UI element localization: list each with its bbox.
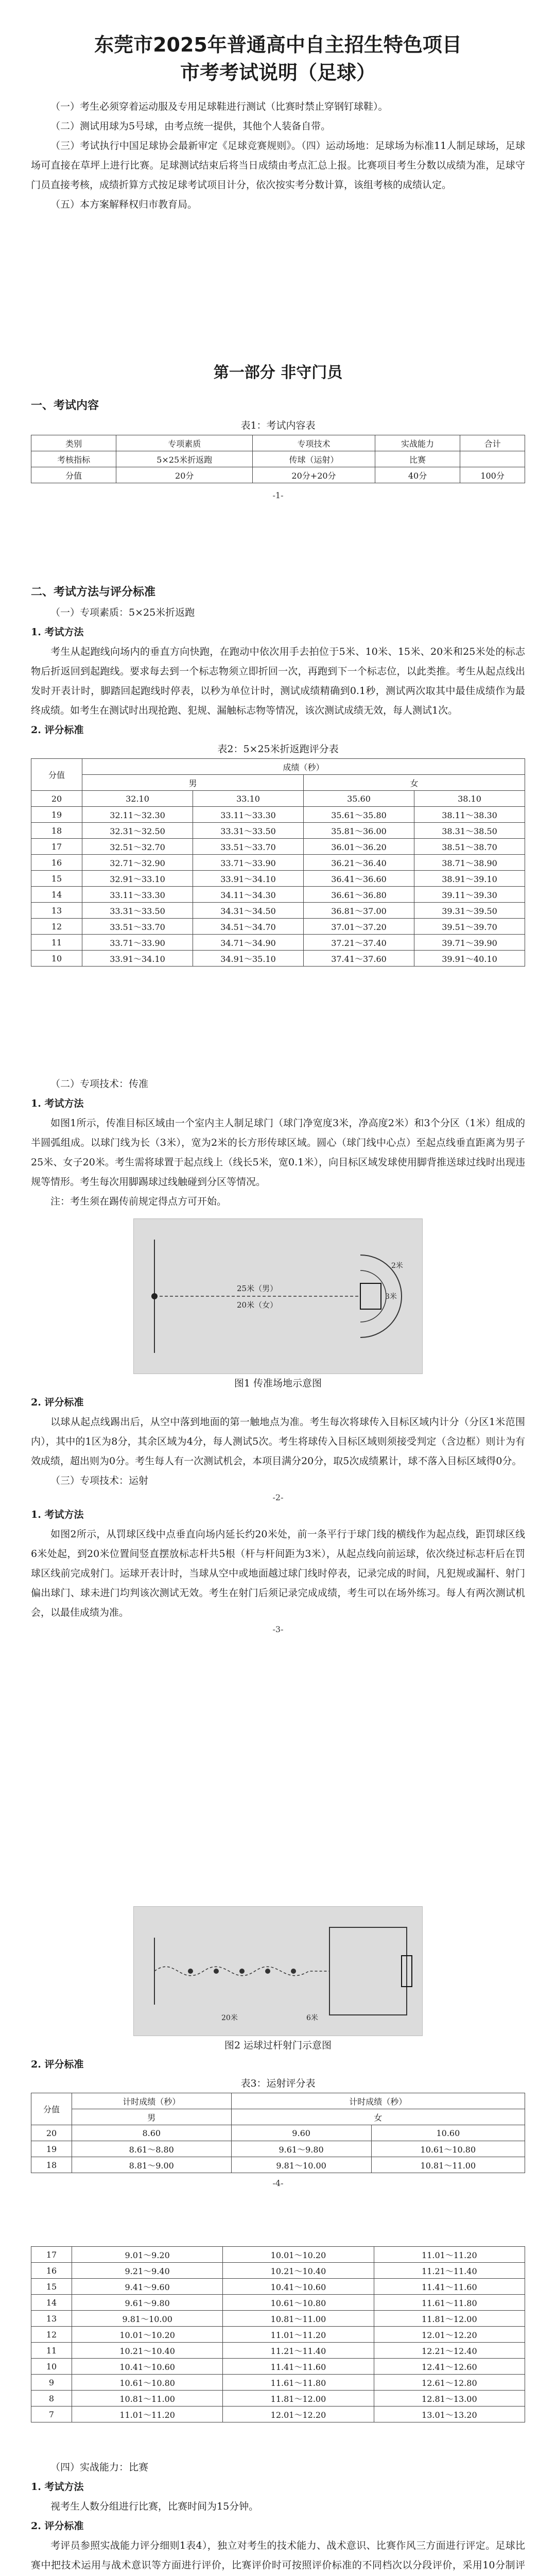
table-cell: 34.11～34.30 bbox=[193, 887, 304, 903]
table-cell: 38.10 bbox=[414, 791, 525, 807]
table-cell: 33.71～33.90 bbox=[82, 935, 193, 951]
table-cell: 33.51～33.70 bbox=[82, 919, 193, 935]
table-cell: 8.81～9.00 bbox=[72, 2157, 232, 2173]
table-cell: 9.60 bbox=[231, 2125, 371, 2141]
table-cell: 32.51～32.70 bbox=[82, 839, 193, 855]
table-cell: 考核指标 bbox=[31, 451, 116, 467]
table-cell: 9.61～9.80 bbox=[231, 2141, 371, 2157]
sub-heading: 1. 考试方法 bbox=[31, 626, 84, 638]
note-paragraph: 注：考生须在踢传前规定得点方可开始。 bbox=[50, 1196, 227, 1207]
document-title-line1: 东莞市2025年普通高中自主招生特色项目 bbox=[94, 33, 462, 56]
intro-paragraph: （三）考试执行中国足球协会最新审定《足球竞赛规则》。（四）运动场地：足球场为标准11人制足球场，足球场可直接在草坪上进行比赛。足球测试结束后将当日成绩由考点汇总上报。比赛项目考生分数以成绩为准，足球守门员直接考核，成绩折算方式按足球考试项目计分，依次按实考分数计算，该组考核的成绩认定。 bbox=[31, 140, 525, 191]
table-cell: 11 bbox=[31, 935, 82, 951]
table-header: 分值 bbox=[31, 2093, 72, 2125]
table-cell: 33.91～34.10 bbox=[193, 871, 304, 887]
intro-paragraph: （一）考生必须穿着运动服及专用足球鞋进行测试（比赛时禁止穿钢钉球鞋）。 bbox=[50, 101, 388, 112]
table-cell: 32.71～32.90 bbox=[82, 855, 193, 871]
table-cell: 38.31～38.50 bbox=[414, 823, 525, 839]
intro-paragraph: （二）测试用球为5号球，由考点统一提供，其他个人装备自带。 bbox=[50, 121, 331, 132]
table-header: 女 bbox=[231, 2109, 525, 2125]
table-row bbox=[31, 839, 525, 855]
section-heading: 一、考试内容 bbox=[31, 399, 99, 412]
table-cell: 33.10 bbox=[193, 791, 304, 807]
table-cell: 19 bbox=[31, 807, 82, 823]
table-cell: 32.31～32.50 bbox=[82, 823, 193, 839]
table-caption: 表3：运射评分表 bbox=[240, 2078, 316, 2089]
diagram-background bbox=[134, 1907, 422, 2036]
table-cell: 9.61～9.80 bbox=[72, 2295, 223, 2311]
table-cell: 9.21～9.40 bbox=[72, 2263, 223, 2279]
table-cell: 10.81～11.00 bbox=[72, 2391, 223, 2406]
table-cell: 36.81～37.00 bbox=[304, 903, 414, 919]
section-5 bbox=[31, 2458, 525, 2576]
table-cell: 8.60 bbox=[72, 2125, 232, 2141]
table-header: 合计 bbox=[460, 435, 525, 451]
table-cell: 12.21～12.40 bbox=[374, 2343, 525, 2359]
table-cell: 32.10 bbox=[82, 791, 193, 807]
table-cell: 13 bbox=[31, 2311, 72, 2327]
table-cell: 14 bbox=[31, 2295, 72, 2311]
sub-heading: 1. 考试方法 bbox=[31, 1509, 84, 1520]
method-paragraph: 如图1所示，传准目标区域由一个室内主人制足球门（球门净宽度3米，净高度2米）和3个分区（1米）组成的半圆弧组成。以球门线为长（3米），宽为2米的长方形传球区域。圆心（球门线中心点）至起点线垂直距离为男子25米、女子20米。考生需将球置于起点线上（线长5米，宽0.1米），向目标区域发球使用脚背推送球过线时出现违规等情形。考生每次用脚踢球过线触碰到分区等情况。 bbox=[31, 1117, 525, 1188]
table-cell: 10.21～10.40 bbox=[72, 2343, 223, 2359]
table-header: 类别 bbox=[31, 435, 116, 451]
table-cell: 10.21～10.40 bbox=[223, 2263, 374, 2279]
table-header: 男 bbox=[82, 775, 304, 791]
method-paragraph: 视考生人数分组进行比赛，比赛时间为15分钟。 bbox=[50, 2501, 259, 2512]
table-cell: 17 bbox=[31, 839, 82, 855]
table-cell: 20 bbox=[31, 791, 82, 807]
table-header: 女 bbox=[304, 775, 525, 791]
table-cell: 33.71～33.90 bbox=[193, 855, 304, 871]
dribble-shot-diagram bbox=[133, 1906, 423, 2036]
table-cell bbox=[460, 451, 525, 467]
table-row bbox=[31, 2295, 525, 2311]
table-header: 成绩（秒） bbox=[82, 759, 525, 775]
table-cell: 38.91～39.10 bbox=[414, 871, 525, 887]
page-number: -3- bbox=[272, 1624, 284, 1634]
sub-heading: 2. 评分标准 bbox=[31, 724, 84, 736]
table-row bbox=[31, 2391, 525, 2406]
table-cell: 32.91～33.10 bbox=[82, 871, 193, 887]
figure-2-block bbox=[31, 1906, 525, 2191]
table-cell: 11.21～11.40 bbox=[223, 2343, 374, 2359]
table-cell: 11.01～11.20 bbox=[223, 2327, 374, 2343]
table-3-continued bbox=[31, 2246, 525, 2422]
table-cell: 9.81～10.00 bbox=[231, 2157, 371, 2173]
table-cell: 12.01～12.20 bbox=[374, 2327, 525, 2343]
section-heading: 二、考试方法与评分标准 bbox=[31, 586, 156, 599]
table-cell: 11.01～11.20 bbox=[374, 2247, 525, 2263]
table-cell: 33.31～33.50 bbox=[82, 903, 193, 919]
document-title-line2: 市考考试说明（足球） bbox=[180, 61, 376, 84]
table-cell: 15 bbox=[31, 871, 82, 887]
table-cell: 11.41～11.60 bbox=[374, 2279, 525, 2295]
table-row bbox=[31, 823, 525, 839]
table-cell: 35.81～36.00 bbox=[304, 823, 414, 839]
scoring-paragraph: 考评员参照实战能力评分细则1表4），独立对考生的技术能力、战术意识、比赛作风三方面进行评定。足球比赛中把技术运用与战术意识等方面进行评价，比赛评价时可按照评价标准的不同档次以分段评价，采用10分制评 bbox=[31, 2540, 525, 2571]
table-cell: 20分+20分 bbox=[253, 467, 375, 483]
table-row bbox=[31, 871, 525, 887]
table-cell: 9.81～10.00 bbox=[72, 2311, 223, 2327]
table-cell: 36.41～36.60 bbox=[304, 871, 414, 887]
table-row bbox=[31, 807, 525, 823]
table-cell: 17 bbox=[31, 2247, 72, 2263]
table-row bbox=[31, 2247, 525, 2263]
table-row bbox=[31, 791, 525, 807]
table-cell: 11.81～12.00 bbox=[374, 2311, 525, 2327]
scoring-paragraph: 以球从起点线踢出后，从空中落到地面的第一触地点为准。考生每次将球传入目标区域内计分（分区1米范围内），其中的1区为8分，其余区域为4分，每人测试5次。考生将球传入目标区域则须接受判定（含边框）则计为有效成绩，超出则为0分。考生每人有一次测试机会，本项目满分20分，取5次成绩累计，球不落入目标区域得0分。 bbox=[31, 1416, 525, 1467]
table-cell: 10.61～10.80 bbox=[72, 2375, 223, 2391]
part-heading: 第一部分 非守门员 bbox=[213, 364, 343, 382]
table-cell: 13.01～13.20 bbox=[374, 2406, 525, 2422]
table-cell: 35.61～35.80 bbox=[304, 807, 414, 823]
dribble-field-svg bbox=[134, 1907, 422, 2036]
table-cell: 10.41～10.60 bbox=[72, 2359, 223, 2375]
table-cell: 39.11～39.30 bbox=[414, 887, 525, 903]
table-cell: 8 bbox=[31, 2391, 72, 2406]
table-cell: 36.21～36.40 bbox=[304, 855, 414, 871]
table-cell: 10.81～11.00 bbox=[371, 2157, 525, 2173]
item-heading: （四）实战能力：比赛 bbox=[50, 2462, 149, 2473]
table-cell: 38.51～38.70 bbox=[414, 839, 525, 855]
table-cell: 38.71～38.90 bbox=[414, 855, 525, 871]
table-cell: 20 bbox=[31, 2125, 72, 2141]
table-row bbox=[31, 855, 525, 871]
table-cell: 10.01～10.20 bbox=[223, 2247, 374, 2263]
table-cell: 37.41～37.60 bbox=[304, 951, 414, 967]
table-cell: 9.41～9.60 bbox=[72, 2279, 223, 2295]
sub-heading: 2. 评分标准 bbox=[31, 1397, 84, 1408]
page-1 bbox=[31, 31, 525, 214]
table-row bbox=[31, 2279, 525, 2295]
table-row bbox=[31, 2327, 525, 2343]
table-cell: 10.81～11.00 bbox=[223, 2311, 374, 2327]
table-cell: 39.71～39.90 bbox=[414, 935, 525, 951]
intro-paragraph: （五）本方案解释权归市教育局。 bbox=[50, 199, 198, 210]
table-cell: 20分 bbox=[116, 467, 253, 483]
table-header: 男 bbox=[72, 2109, 232, 2125]
table-row bbox=[31, 2263, 525, 2279]
sub-heading: 2. 评分标准 bbox=[31, 2520, 84, 2532]
table-cell: 18 bbox=[31, 2157, 72, 2173]
table-cell: 比赛 bbox=[375, 451, 460, 467]
table-cell: 37.21～37.40 bbox=[304, 935, 414, 951]
table-cell: 11.81～12.00 bbox=[223, 2391, 374, 2406]
figure-caption: 图2 运球过杆射门示意图 bbox=[224, 2040, 332, 2051]
table-cell: 32.11～32.30 bbox=[82, 807, 193, 823]
table-header: 分值 bbox=[31, 759, 82, 791]
table-header: 专项技术 bbox=[253, 435, 375, 451]
table-cell: 39.91～40.10 bbox=[414, 951, 525, 967]
table-cell: 5×25米折返跑 bbox=[116, 451, 253, 467]
table-cell: 34.51～34.70 bbox=[193, 919, 304, 935]
table-row bbox=[31, 2375, 525, 2391]
section-3 bbox=[31, 1074, 525, 1637]
table-cell: 12.01～12.20 bbox=[223, 2406, 374, 2422]
pole-icon bbox=[291, 1969, 296, 1974]
table-cell: 14 bbox=[31, 887, 82, 903]
table-cell: 12.81～13.00 bbox=[374, 2391, 525, 2406]
passing-field-svg bbox=[134, 1219, 422, 1374]
table-cell: 18 bbox=[31, 823, 82, 839]
item-heading: （三）专项技术：运射 bbox=[50, 1475, 149, 1486]
table-row bbox=[31, 919, 525, 935]
dribble-score-table-continued bbox=[31, 2246, 525, 2422]
part1-section bbox=[31, 361, 525, 503]
table-row bbox=[31, 887, 525, 903]
table-cell: 10.01～10.20 bbox=[72, 2327, 223, 2343]
table-cell: 10.61～10.80 bbox=[371, 2141, 525, 2157]
table-row bbox=[31, 903, 525, 919]
table-header: 专项素质 bbox=[116, 435, 253, 451]
zone-label: 2米 bbox=[391, 1262, 403, 1270]
sub-heading: 2. 评分标准 bbox=[31, 2059, 84, 2070]
exam-content-table bbox=[31, 435, 525, 483]
table-cell: 分值 bbox=[31, 467, 116, 483]
table-row bbox=[31, 2311, 525, 2327]
table-cell: 11.61～11.80 bbox=[374, 2295, 525, 2311]
sub-heading: 1. 考试方法 bbox=[31, 1098, 84, 1109]
table-cell: 38.11～38.30 bbox=[414, 807, 525, 823]
table-cell: 34.71～34.90 bbox=[193, 935, 304, 951]
table-cell: 15 bbox=[31, 2279, 72, 2295]
table-row bbox=[31, 951, 525, 967]
dribble-score-table bbox=[31, 2093, 525, 2173]
table-cell: 13 bbox=[31, 903, 82, 919]
figure-caption: 图1 传准场地示意图 bbox=[234, 1378, 322, 1389]
table-cell: 8.61～8.80 bbox=[72, 2141, 232, 2157]
sub-heading: 1. 考试方法 bbox=[31, 2481, 84, 2493]
table-cell: 36.61～36.80 bbox=[304, 887, 414, 903]
table-row bbox=[31, 2359, 525, 2375]
pole-icon bbox=[188, 1969, 193, 1974]
table-header: 计时成绩（秒） bbox=[231, 2093, 525, 2109]
table-cell: 11 bbox=[31, 2343, 72, 2359]
table-row bbox=[31, 2157, 525, 2173]
table-cell: 10.41～10.60 bbox=[223, 2279, 374, 2295]
page-number: -1- bbox=[272, 490, 284, 500]
table-cell: 9.01～9.20 bbox=[72, 2247, 223, 2263]
page-number: -2- bbox=[272, 1493, 284, 1502]
table-cell: 36.01～36.20 bbox=[304, 839, 414, 855]
table-cell: 37.01～37.20 bbox=[304, 919, 414, 935]
distance-label-male: 25米（男） bbox=[237, 1284, 278, 1293]
table-row bbox=[31, 2343, 525, 2359]
pole-icon bbox=[265, 1969, 270, 1974]
pole-icon bbox=[239, 1969, 245, 1974]
table-cell: 11.41～11.60 bbox=[223, 2359, 374, 2375]
table-cell: 16 bbox=[31, 2263, 72, 2279]
table-cell: 12.61～12.80 bbox=[374, 2375, 525, 2391]
table-cell: 10.60 bbox=[371, 2125, 525, 2141]
table-cell: 11.21～11.40 bbox=[374, 2263, 525, 2279]
method-paragraph: 如图2所示，从罚球区线中点垂直向场内延长约20米处，前一条平行于球门线的横线作为起点线，距罚球区线6米处起，到20米位置间竖直摆放标志杆共5根（杆与杆间距为3米），从起点线向前运球，依次绕过标志杆后在罚球区线前完成射门。运球开表计时，当球从空中或地面越过球门线时停表，记录完成的时间，凡犯规或漏杆、射门偏出球门、球未进门均判该次测试无效。考生在射门后须记录完成成绩，考生可以在场外练习。每人有两次测试机会，以最佳成绩为准。 bbox=[31, 1529, 525, 1618]
table-row bbox=[31, 2141, 525, 2157]
table-cell: 33.31～33.50 bbox=[193, 823, 304, 839]
table-caption: 表1：考试内容表 bbox=[240, 420, 316, 431]
table-cell: 33.51～33.70 bbox=[193, 839, 304, 855]
table-cell: 19 bbox=[31, 2141, 72, 2157]
distance-label: 20米 bbox=[221, 2014, 238, 2022]
table-row bbox=[31, 2125, 525, 2141]
goal-width-label: 3米 bbox=[385, 1293, 397, 1301]
table-caption: 表2：5×25米折返跑评分表 bbox=[217, 743, 339, 755]
table-cell: 传球（运射） bbox=[253, 451, 375, 467]
passing-field-diagram bbox=[133, 1218, 423, 1374]
table-cell: 100分 bbox=[460, 467, 525, 483]
table-header: 实战能力 bbox=[375, 435, 460, 451]
table-cell: 12 bbox=[31, 919, 82, 935]
table-cell: 16 bbox=[31, 855, 82, 871]
table-cell: 7 bbox=[31, 2406, 72, 2422]
table-row bbox=[31, 935, 525, 951]
table-cell: 33.91～34.10 bbox=[82, 951, 193, 967]
table-cell: 10.61～10.80 bbox=[223, 2295, 374, 2311]
table-cell: 35.60 bbox=[304, 791, 414, 807]
method-paragraph: 考生从起跑线向场内的垂直方向快跑，在跑动中依次用手去拍位于5米、10米、15米、20米和25米处的标志物后折返回到起跑线。要求每去到一个标志物须立即折回一次，再跑到下一个标志位，以此类推。考生从起点线出发时开表计时，脚踏回起跑线时停表，以秒为单位计时，测试成绩精确到0.1秒，测试两次取其中最佳成绩作为最终成绩。如考生在测试时出现抢跑、犯规、漏触标志物等情况，该次测试成绩无效，每人测试1次。 bbox=[31, 646, 525, 716]
table-row bbox=[31, 2406, 525, 2422]
table-cell: 33.11～33.30 bbox=[193, 807, 304, 823]
table-cell: 11.61～11.80 bbox=[223, 2375, 374, 2391]
pole-icon bbox=[214, 1969, 219, 1974]
table-cell: 12 bbox=[31, 2327, 72, 2343]
distance-label: 6米 bbox=[306, 2014, 318, 2022]
table-cell: 11.01～11.20 bbox=[72, 2406, 223, 2422]
page-number: -4- bbox=[272, 2178, 284, 2188]
table-cell: 9 bbox=[31, 2375, 72, 2391]
section-2 bbox=[31, 582, 525, 967]
table-cell: 34.31～34.50 bbox=[193, 903, 304, 919]
table-cell: 39.31～39.50 bbox=[414, 903, 525, 919]
table-cell: 12.41～12.60 bbox=[374, 2359, 525, 2375]
item-heading: （二）专项技术：传准 bbox=[50, 1078, 149, 1090]
table-header: 计时成绩（秒） bbox=[72, 2093, 232, 2109]
distance-label-female: 20米（女） bbox=[237, 1300, 278, 1310]
table-cell: 34.91～35.10 bbox=[193, 951, 304, 967]
table-cell: 33.11～33.30 bbox=[82, 887, 193, 903]
table-cell: 10 bbox=[31, 2359, 72, 2375]
table-cell: 39.51～39.70 bbox=[414, 919, 525, 935]
table-cell: 10 bbox=[31, 951, 82, 967]
table-cell: 40分 bbox=[375, 467, 460, 483]
shuttle-run-score-table bbox=[31, 758, 525, 967]
item-heading: （一）专项素质：5×25米折返跑 bbox=[50, 607, 195, 618]
ball-icon bbox=[151, 1293, 158, 1299]
